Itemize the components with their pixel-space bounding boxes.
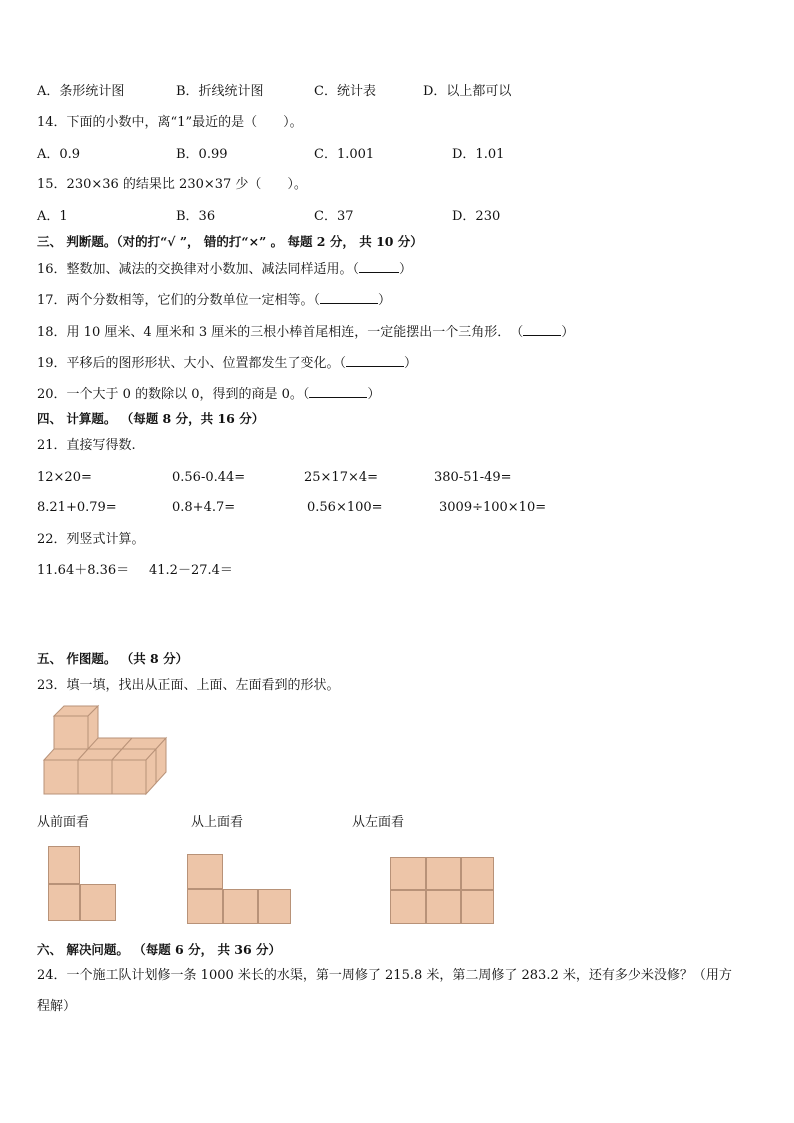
q24-line-2: 程解） — [37, 999, 77, 1014]
square-face — [390, 857, 426, 890]
section-5-title: 五、 作图题。 （共 8 分） — [37, 651, 189, 666]
q21-item: 8.21+0.79= — [37, 500, 117, 515]
q22-stem: 22．列竖式计算。 — [37, 532, 145, 547]
q19-answer-blank[interactable] — [346, 354, 404, 367]
square-face — [48, 846, 80, 884]
square-face — [80, 884, 116, 921]
q13-option-d: D．以上都可以 — [423, 84, 512, 99]
square-face — [426, 857, 461, 890]
q20-text: 20．一个大于 0 的数除以 0，得到的商是 0。（ — [37, 387, 310, 402]
q18-close: ） — [561, 325, 575, 340]
q17-answer-blank[interactable] — [320, 291, 378, 304]
q13-option-a: A．条形统计图 — [37, 84, 125, 99]
square-face — [390, 890, 426, 924]
q14-stem: 14．下面的小数中，离“1”最近的是（ ）。 — [37, 115, 303, 130]
q17-close: ） — [378, 293, 392, 308]
q21-item: 25×17×4= — [304, 470, 379, 485]
square-face — [461, 857, 494, 890]
q15-option-c: C．37 — [314, 209, 354, 224]
q17 — [37, 291, 391, 310]
square-face — [223, 889, 258, 924]
cube-face — [78, 760, 112, 794]
q15-option-d: D．230 — [452, 209, 501, 224]
square-face — [461, 890, 494, 924]
q18-answer-blank[interactable] — [523, 323, 561, 336]
q14-option-a: A．0.9 — [37, 147, 81, 162]
q19 — [37, 354, 417, 373]
q15-stem: 15．230×36 的结果比 230×37 少（ ）。 — [37, 177, 307, 192]
cube-stack-figure — [40, 704, 172, 796]
q21-item: 0.8+4.7= — [172, 500, 236, 515]
q21-item: 12×20= — [37, 470, 92, 485]
q20-close: ） — [367, 387, 381, 402]
q21-stem: 21．直接写得数. — [37, 438, 136, 453]
q22-item: 11.64＋8.36＝ — [37, 563, 130, 578]
square-face — [258, 889, 291, 924]
q14-option-b: B．0.99 — [176, 147, 228, 162]
q14-option-c: C．1.001 — [314, 147, 375, 162]
square-face — [426, 890, 461, 924]
q16 — [37, 260, 412, 279]
q19-close: ） — [404, 356, 418, 371]
q14-option-d: D．1.01 — [452, 147, 505, 162]
cube-face — [112, 760, 146, 794]
q18 — [37, 323, 574, 342]
q21-item: 380-51-49= — [434, 470, 512, 485]
square-face — [187, 854, 223, 889]
q16-answer-blank[interactable] — [359, 260, 399, 273]
q15-option-b: B．36 — [176, 209, 216, 224]
q24-line-1: 24．一个施工队计划修一条 1000 米长的水渠，第一周修了 215.8 米，第二周修了 283.2 米，还有多少米没修？（用方 — [37, 968, 732, 983]
q21-item: 0.56×100= — [307, 500, 383, 515]
square-face — [187, 889, 223, 924]
q17-text: 17．两个分数相等，它们的分数单位一定相等。（ — [37, 293, 321, 308]
q19-text: 19．平移后的图形形状、大小、位置都发生了变化。（ — [37, 356, 347, 371]
q21-item: 0.56-0.44= — [172, 470, 246, 485]
q15-option-a: A．1 — [37, 209, 68, 224]
front-view-label: 从前面看 — [37, 815, 90, 830]
q22-item: 41.2－27.4＝ — [149, 563, 233, 578]
q13-option-b: B．折线统计图 — [176, 84, 264, 99]
q16-close: ） — [399, 262, 413, 277]
q20-answer-blank[interactable] — [309, 385, 367, 398]
cube-face — [54, 716, 88, 749]
q13-option-c: C．统计表 — [314, 84, 376, 99]
left-view-label: 从左面看 — [352, 815, 405, 830]
section-6-title: 六、 解决问题。 （每题 6 分， 共 36 分） — [37, 942, 282, 957]
section-3-title: 三、 判断题。（对的打“√ ”， 错的打“×” 。 每题 2 分， 共 10 分） — [37, 234, 423, 249]
cube-face — [44, 760, 78, 794]
top-view-label: 从上面看 — [191, 815, 244, 830]
q16-text: 16．整数加、减法的交换律对小数加、减法同样适用。（ — [37, 262, 360, 277]
q20 — [37, 385, 380, 404]
q18-text: 18．用 10 厘米、4 厘米和 3 厘米的三根小棒首尾相连，一定能摆出一个三角形． （ — [37, 325, 524, 340]
q21-item: 3009÷100×10= — [439, 500, 547, 515]
square-face — [48, 884, 80, 921]
q23-stem: 23．填一填，找出从正面、上面、左面看到的形状。 — [37, 678, 340, 693]
section-4-title: 四、 计算题。 （每题 8 分，共 16 分） — [37, 411, 265, 426]
